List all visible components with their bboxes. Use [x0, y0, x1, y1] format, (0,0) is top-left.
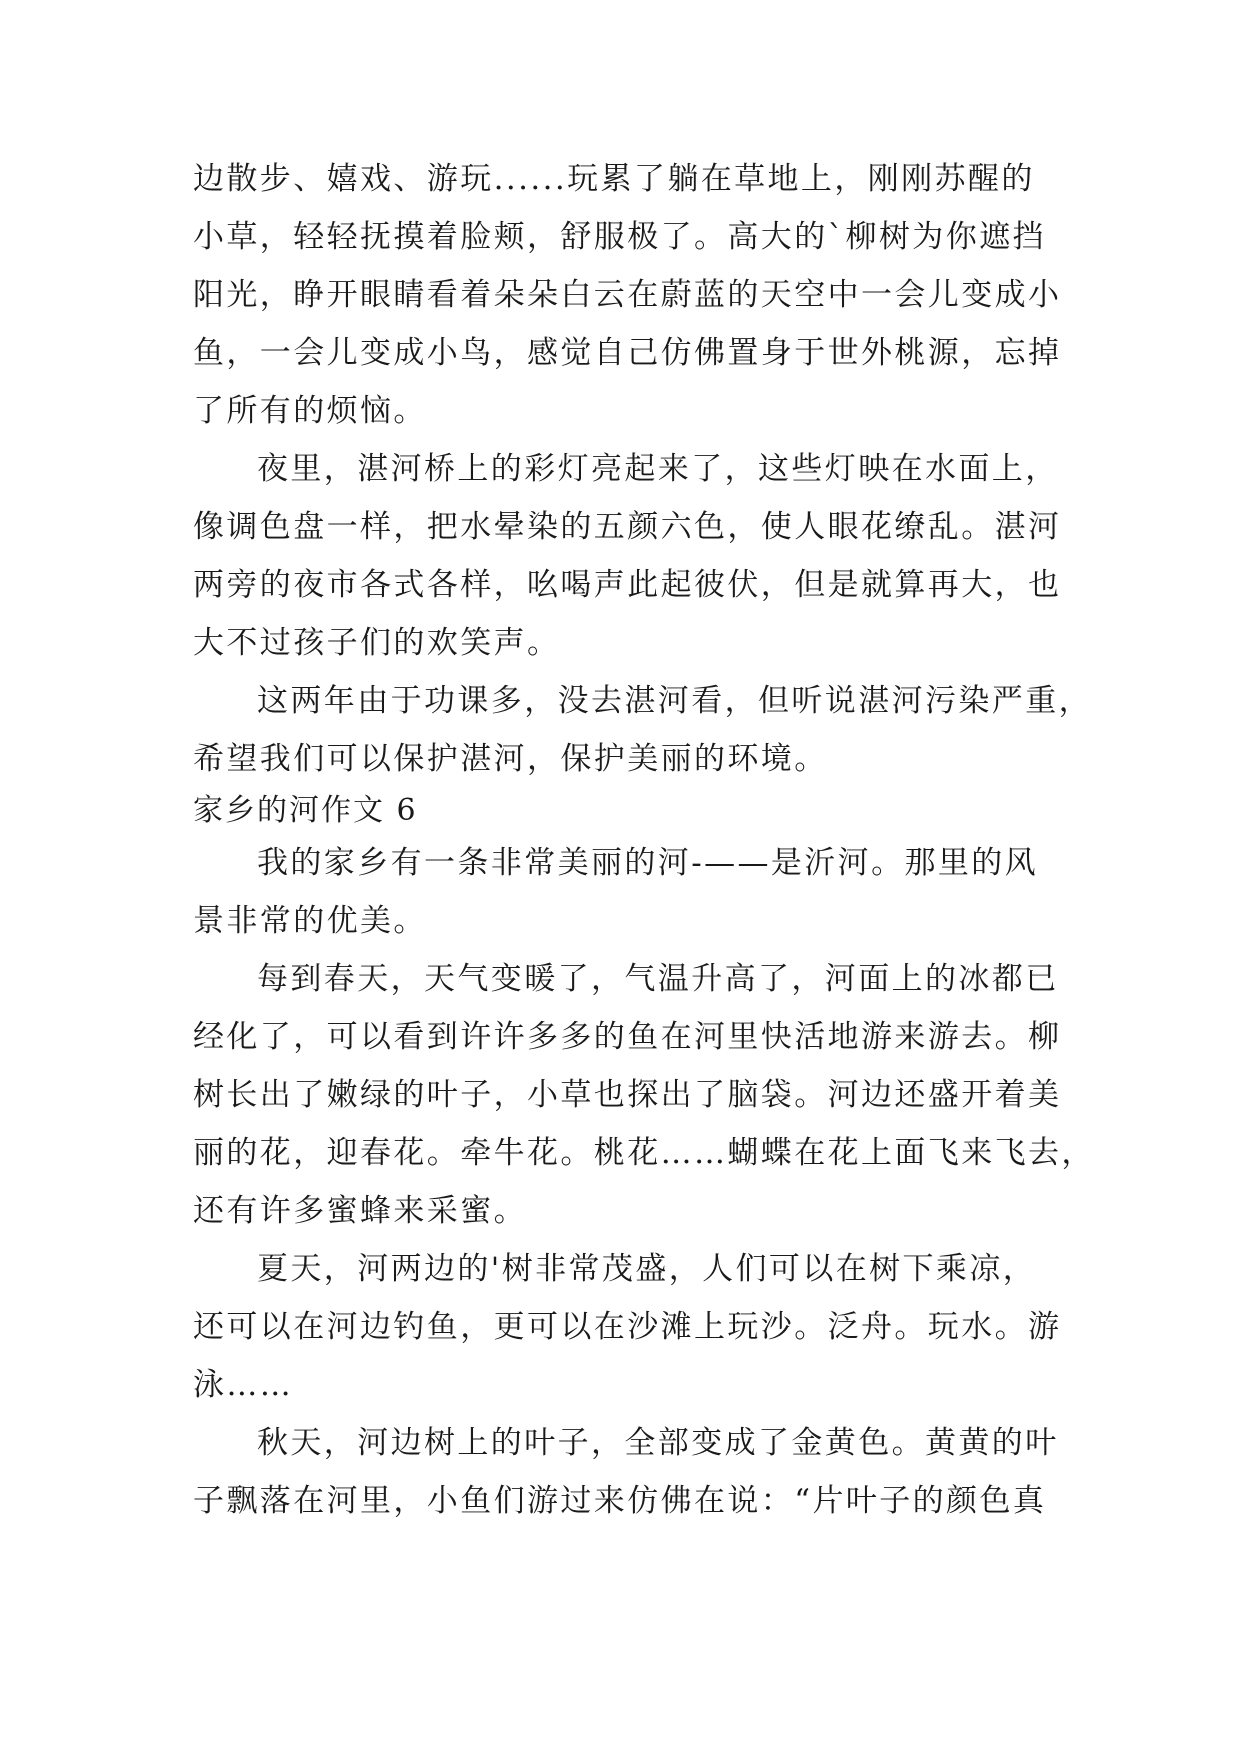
text-line: 鱼，一会儿变成小鸟，感觉自己仿佛置身于世外桃源，忘掉: [193, 335, 1062, 371]
section-title: 家乡的河作文 6: [193, 793, 418, 828]
text-line: 这两年由于功课多，没去湛河看，但听说湛河污染严重，: [257, 683, 1092, 719]
paragraph-7: [193, 1414, 1059, 1530]
text-line: 边散步、嬉戏、游玩......玩累了躺在草地上，刚刚苏醒的: [193, 161, 1035, 197]
text-line: 像调色盘一样，把水晕染的五颜六色，使人眼花缭乱。湛河: [193, 509, 1062, 545]
text-line: 景非常的优美。: [193, 903, 427, 939]
document-body: [193, 150, 1095, 1530]
text-line: 每到春天，天气变暖了，气温升高了，河面上的冰都已: [257, 961, 1059, 997]
text-line: 两旁的夜市各式各样，吆喝声此起彼伏，但是就算再大，也: [193, 567, 1062, 603]
paragraph-6: [193, 1240, 1062, 1414]
text-line: 大不过孩子们的欢笑声。: [193, 625, 561, 661]
paragraph-5: [193, 950, 1095, 1240]
paragraph-1: [193, 150, 1062, 440]
paragraph-3: [193, 672, 1092, 788]
text-line: 了所有的烦恼。: [193, 393, 427, 429]
text-line: 小草，轻轻抚摸着脸颊，舒服极了。高大的`柳树为你遮挡: [193, 219, 1046, 255]
text-line: 泳……: [193, 1367, 294, 1403]
text-line: 夏天，河两边的'树非常茂盛，人们可以在树下乘凉，: [257, 1251, 1037, 1287]
text-line: 阳光，睁开眼睛看着朵朵白云在蔚蓝的天空中一会儿变成小: [193, 277, 1062, 313]
text-line: 夜里，湛河桥上的彩灯亮起来了，这些灯映在水面上，: [257, 451, 1059, 487]
text-line: 还有许多蜜蜂来采蜜。: [193, 1193, 527, 1229]
paragraph-4: [193, 834, 1053, 950]
text-line: 还可以在河边钓鱼，更可以在沙滩上玩沙。泛舟。玩水。游: [193, 1309, 1062, 1345]
text-line: 秋天，河边树上的叶子，全部变成了金黄色。黄黄的叶: [257, 1425, 1059, 1461]
text-line: 丽的花，迎春花。牵牛花。桃花……蝴蝶在花上面飞来飞去，: [193, 1135, 1095, 1171]
paragraph-2: [193, 440, 1062, 672]
text-line: 希望我们可以保护湛河，保护美丽的环境。: [193, 741, 828, 777]
text-line: 树长出了嫩绿的叶子，小草也探出了脑袋。河边还盛开着美: [193, 1077, 1062, 1113]
text-line: 经化了，可以看到许许多多的鱼在河里快活地游来游去。柳: [193, 1019, 1062, 1055]
text-line: 我的家乡有一条非常美丽的河-——是沂河。那里的风: [257, 845, 1039, 881]
text-line: 子飘落在河里，小鱼们游过来仿佛在说：“片叶子的颜色真: [193, 1483, 1047, 1519]
